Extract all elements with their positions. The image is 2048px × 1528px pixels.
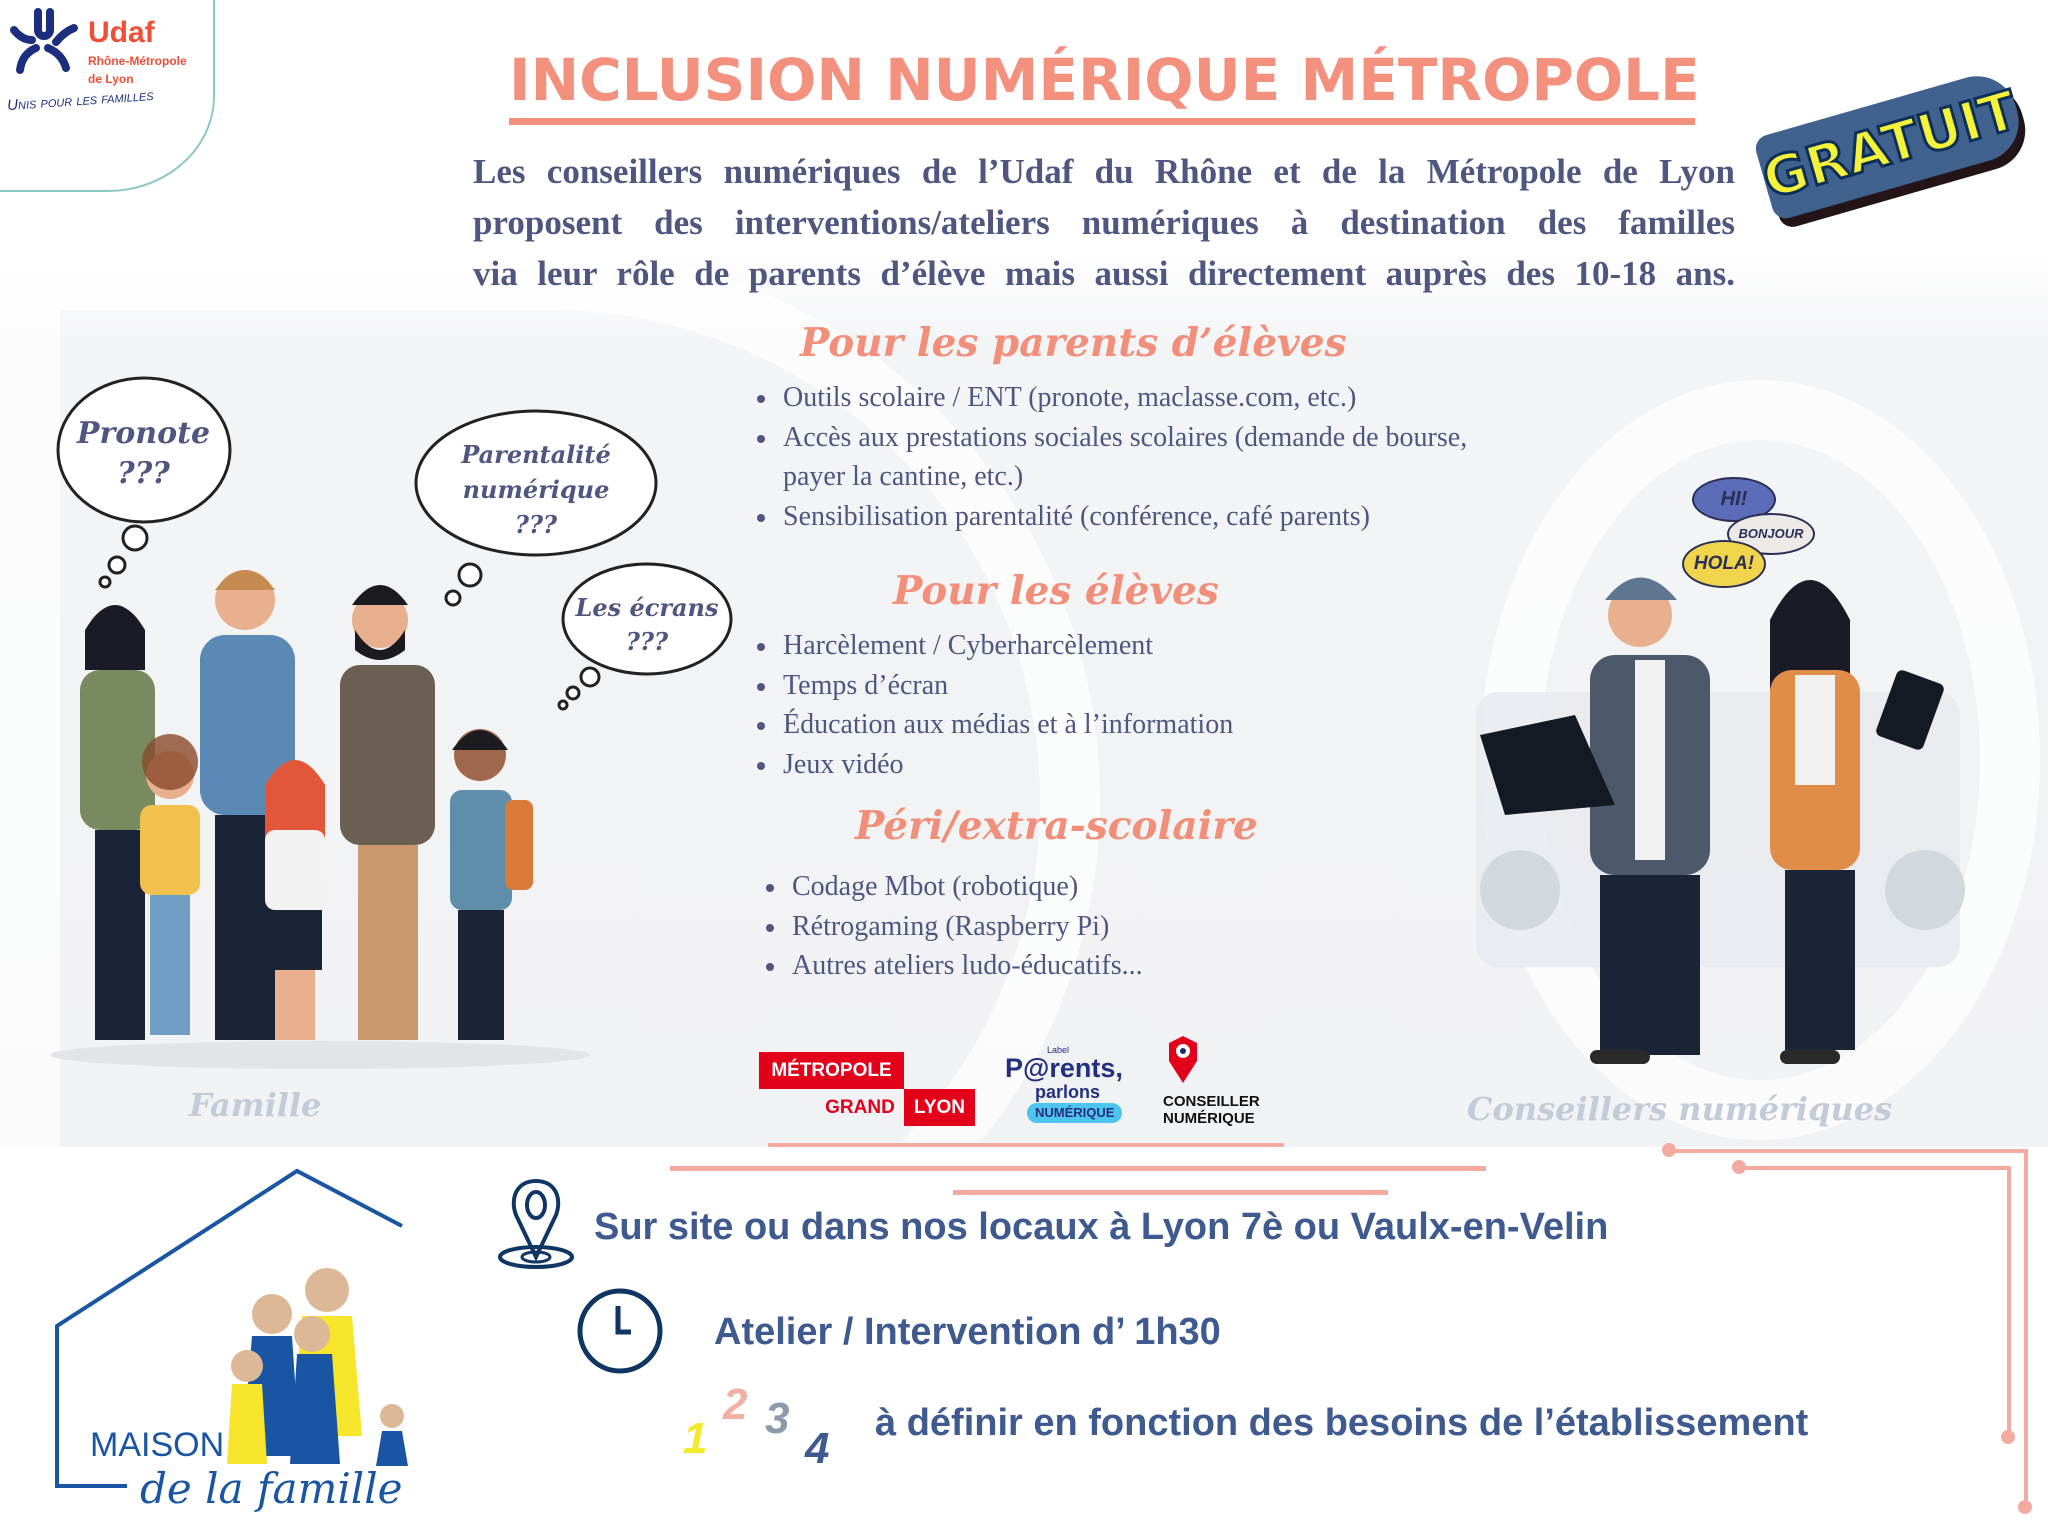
person-boy [450, 729, 533, 1040]
speech-bubble-hi: HI! [1692, 477, 1776, 522]
person-bearded-man [340, 585, 435, 1040]
metropole-grand: GRAND [825, 1097, 895, 1118]
extracurricular-list [766, 867, 1486, 986]
list-item: Codage Mbot (robotique) [766, 867, 1486, 907]
list-item: Temps d’écran [757, 666, 1477, 706]
frame-line [2024, 1149, 2028, 1511]
udaf-tagline: Unis pour les familles [6, 86, 155, 115]
list-item: Éducation aux médias et à l’information [757, 705, 1477, 745]
bubble-line: ??? [625, 627, 669, 656]
family-label: Famille [189, 1086, 322, 1124]
divider [768, 1143, 1284, 1147]
parents-line3: NUMÉRIQUE [1027, 1103, 1122, 1123]
thought-bubble-ecrans [559, 559, 735, 679]
location-marker-icon [1165, 1035, 1201, 1085]
frame-dot [2018, 1500, 2032, 1514]
speech-bubble-hola: HOLA! [1682, 540, 1766, 588]
frame-dot [2001, 1430, 2015, 1444]
list-item: Accès aux prestations sociales scolaires (demande de bourse, payer la cantine, etc.) [757, 418, 1477, 497]
advisors-label: Conseillers numériques [1467, 1090, 1893, 1128]
frame-line [1738, 1166, 2010, 1170]
bubble-line: ??? [117, 456, 170, 491]
advisors-illustration [1450, 560, 1970, 1090]
divider [953, 1190, 1388, 1195]
parents-line1: P@rents, [1005, 1053, 1123, 1083]
maison-line2: de la famille [140, 1464, 403, 1513]
frame-line [2007, 1166, 2011, 1438]
thought-bubble-parentalite [411, 405, 661, 562]
students-list [757, 626, 1477, 784]
parents-list [757, 378, 1477, 536]
thought-dots [95, 520, 155, 590]
maison-line1: MAISON [90, 1426, 225, 1464]
speech-bubble-bonjour: BONJOUR [1727, 513, 1815, 555]
number-2: 2 [723, 1380, 748, 1429]
conseiller-line1: CONSEILLER [1163, 1093, 1260, 1110]
bubble-line: numérique [462, 475, 610, 504]
udaf-region: Rhône-Métropole de Lyon [88, 54, 187, 86]
title-underline [509, 118, 1695, 125]
list-item: Autres ateliers ludo-éducatifs... [766, 946, 1486, 986]
family-illustration [40, 540, 600, 1080]
section-heading-students: Pour les élèves [893, 568, 1219, 614]
divider [670, 1166, 1486, 1171]
metropole-line1: MÉTROPOLE [759, 1052, 904, 1089]
thumbs-up-icon [1480, 850, 1560, 930]
list-item: Rétrogaming (Raspberry Pi) [766, 907, 1486, 947]
conseiller-numerique-logo [1163, 1035, 1273, 1130]
duration-text: Atelier / Intervention d’ 1h30 [714, 1311, 1221, 1353]
intro-line: Les conseillers numériques de l’Udaf du Rhône et de la Métropole de Lyon [473, 152, 1735, 191]
location-text: Sur site ou dans nos locaux à Lyon 7è ou Vaulx-en-Velin [594, 1206, 1609, 1248]
conseiller-line2: NUMÉRIQUE [1163, 1110, 1255, 1127]
list-item: Jeux vidéo [757, 745, 1477, 785]
list-item: Sensibilisation parentalité (conférence, café parents) [757, 497, 1477, 537]
number-1: 1 [683, 1414, 708, 1463]
number-4: 4 [805, 1424, 830, 1473]
parents-line2: parlons [1035, 1082, 1101, 1102]
metropole-lyon: LYON [904, 1089, 975, 1126]
bubble-line: Les écrans [575, 593, 719, 622]
section-heading-parents: Pour les parents d’élèves [800, 320, 1347, 366]
intro-line: via leur rôle de parents d’élève mais aussi directement auprès des 10-18 ans. [473, 254, 1735, 293]
person-girl [140, 734, 200, 1035]
section-heading-extracurricular: Péri/extra-scolaire [855, 803, 1258, 849]
list-item: Outils scolaire / ENT (pronote, maclasse.com, etc.) [757, 378, 1477, 418]
frame-dot [1732, 1160, 1746, 1174]
free-badge-label: GRATUIT [1755, 78, 2025, 212]
lightbulb-icon [1885, 850, 1965, 930]
maison-de-la-famille-logo [52, 1166, 452, 1526]
parents-label: Label [1047, 1045, 1070, 1055]
clock-icon [575, 1286, 665, 1376]
numbers-graphic [683, 1380, 843, 1480]
bubble-line: Parentalité [461, 440, 611, 469]
thought-bubble-pronote [52, 366, 235, 535]
bubble-line: ??? [514, 510, 558, 539]
intro-line: proposent des interventions/ateliers numériques à destination des familles [473, 203, 1735, 242]
bubble-line: Pronote [76, 416, 211, 451]
parents-parlons-numerique-logo [1005, 1045, 1135, 1125]
list-item: Harcèlement / Cyberharcèlement [757, 626, 1477, 666]
udaf-star-icon [8, 6, 80, 78]
family-figures [227, 1268, 408, 1466]
thought-dots [555, 665, 605, 715]
frame-line [1669, 1149, 2026, 1153]
metropole-logo [759, 1052, 975, 1126]
frequency-text: à définir en fonction des besoins de l’établissement [875, 1402, 1809, 1444]
udaf-name: Udaf [88, 16, 155, 49]
udaf-logo [0, 0, 215, 192]
frame-dot [1662, 1143, 1676, 1157]
location-pin-icon [496, 1175, 576, 1270]
number-3: 3 [765, 1394, 790, 1443]
page-title: INCLUSION NUMÉRIQUE MÉTROPOLE [509, 46, 1700, 114]
thought-dots [435, 560, 495, 610]
